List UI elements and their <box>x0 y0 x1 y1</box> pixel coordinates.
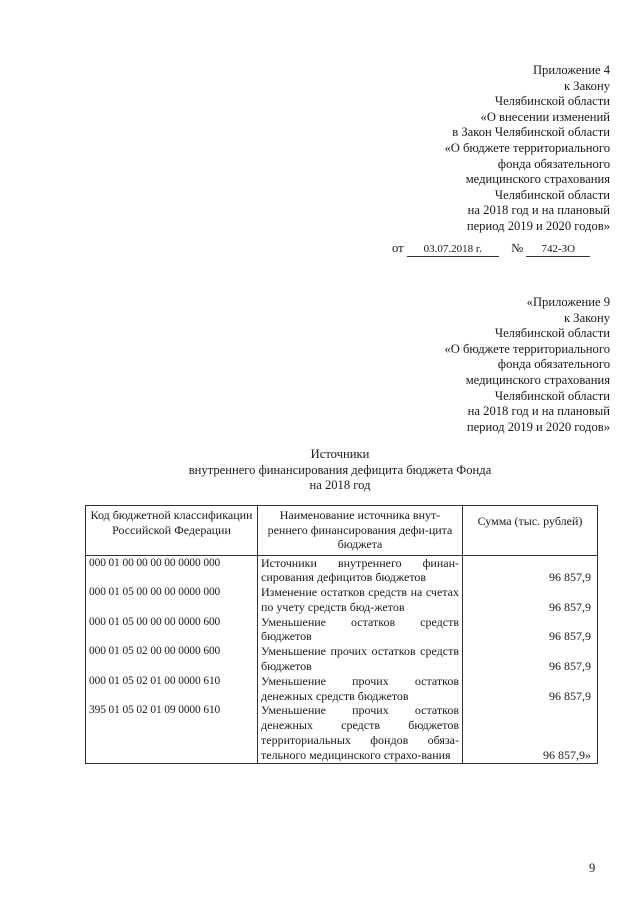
row-code: 000 01 00 00 00 00 0000 000 <box>86 555 258 585</box>
financing-sources-table <box>85 505 598 764</box>
table-row <box>86 674 598 704</box>
header-line: фонда обязательного <box>497 156 610 171</box>
page-number: 9 <box>589 861 596 875</box>
header-line: период 2019 и 2020 годов» <box>466 419 610 434</box>
header-line: фонда обязательного <box>497 357 610 372</box>
header-line: «О внесении изменений <box>480 109 610 124</box>
header-line: к Закону <box>564 310 610 325</box>
header-line: период 2019 и 2020 годов» <box>466 218 610 233</box>
row-code: 000 01 05 02 00 00 0000 600 <box>86 644 258 674</box>
header-line: «Приложение 9 <box>526 295 610 309</box>
header-line: медицинского страхования <box>465 372 610 387</box>
header-line: на 2018 год и на плановый <box>467 203 610 218</box>
table-row <box>86 555 598 585</box>
row-sum: 96 857,9 <box>463 644 598 674</box>
row-name: Уменьшение прочих остатков денежных средств бюджетов <box>258 674 463 704</box>
row-sum: 96 857,9 <box>463 615 598 645</box>
header-line: Челябинской области <box>494 326 610 341</box>
number-label: № <box>511 241 524 255</box>
header-line: Челябинской области <box>494 187 610 202</box>
row-name: Уменьшение прочих остатков средств бюджетов <box>258 644 463 674</box>
header-sum: Сумма (тыс. рублей) <box>463 506 598 556</box>
row-code: 395 01 05 02 01 09 0000 610 <box>86 703 258 763</box>
row-sum: 96 857,9 <box>463 674 598 704</box>
document-title <box>140 447 540 494</box>
header-line: Приложение 4 <box>532 63 610 77</box>
header-line: медицинского страхования <box>465 172 610 187</box>
table-row <box>86 644 598 674</box>
law-date: 03.07.2018 г. <box>407 243 499 257</box>
title-line: внутреннего финансирования дефицита бюджета Фонда <box>188 462 492 477</box>
table-row <box>86 615 598 645</box>
row-name: Изменение остатков средств на счетах по учету средств бюд-жетов <box>258 585 463 615</box>
header-line: «О бюджете территориального <box>444 140 610 155</box>
appendix-9-header <box>444 295 610 435</box>
row-sum: 96 857,9 <box>463 555 598 585</box>
row-sum: 96 857,9» <box>463 703 598 763</box>
header-code: Код бюджетной классификации Российской Федерации <box>86 506 258 556</box>
title-line: на 2018 год <box>309 478 371 493</box>
row-code: 000 01 05 00 00 00 0000 600 <box>86 615 258 645</box>
row-sum: 96 857,9 <box>463 585 598 615</box>
header-line: на 2018 год и на плановый <box>467 404 610 419</box>
row-code: 000 01 05 02 01 00 0000 610 <box>86 674 258 704</box>
row-name: Уменьшение остатков средств бюджетов <box>258 615 463 645</box>
header-line: к Закону <box>564 78 610 93</box>
header-line: Челябинской области <box>494 94 610 109</box>
table-row <box>86 585 598 615</box>
row-name: Уменьшение прочих остатков денежных средств бюджетов территориальных фондов обяза-тельного медицинского страхо-вания <box>258 703 463 763</box>
law-date-number-line <box>392 241 612 257</box>
title-line: Источники <box>310 447 370 461</box>
header-line: Челябинской области <box>494 388 610 403</box>
header-line: «О бюджете территориального <box>444 341 610 356</box>
header-name: Наименование источника внут-реннего финансирования дефи-цита бюджета <box>258 506 463 556</box>
row-name: Источники внутреннего финан-сирования дефицитов бюджетов <box>258 555 463 585</box>
from-label: от <box>392 241 404 255</box>
appendix-4-header <box>444 63 610 235</box>
table-header-row <box>86 506 598 556</box>
law-number: 742-ЗО <box>526 243 590 257</box>
header-line: в Закон Челябинской области <box>452 125 610 140</box>
row-code: 000 01 05 00 00 00 0000 000 <box>86 585 258 615</box>
table-row <box>86 703 598 763</box>
